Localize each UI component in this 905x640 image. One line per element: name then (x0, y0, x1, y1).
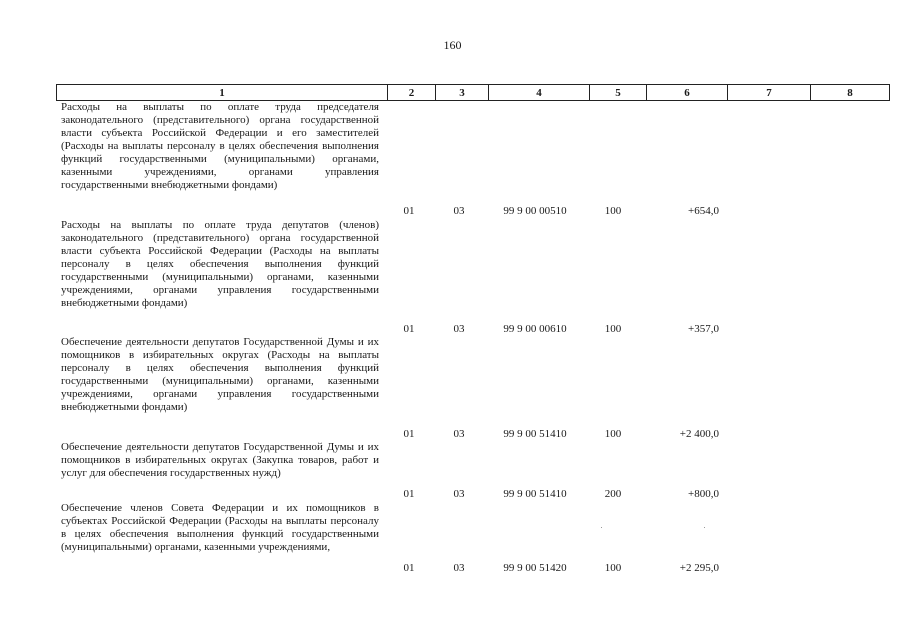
subsection-code: 03 (453, 562, 465, 574)
section-code: 01 (403, 488, 415, 500)
target-article-code: 99 9 00 51410 (503, 488, 567, 500)
scan-speck (704, 527, 705, 528)
expense-type-code: 100 (604, 205, 622, 217)
amount: +800,0 (688, 488, 719, 500)
subsection-code: 03 (453, 323, 465, 335)
column-header-1: 1 (57, 85, 388, 101)
expense-type-code: 100 (604, 323, 622, 335)
column-header-2: 2 (388, 85, 436, 101)
column-header-3: 3 (436, 85, 489, 101)
subsection-code: 03 (453, 428, 465, 440)
expense-type-code: 100 (604, 428, 622, 440)
row-description: Обеспечение деятельности депутатов Государственной Думы и их помощников в избирательных округах (Расходы на выплаты персоналу в целях обеспечения выполнения функций государственными (муниципальными) органами, казенными учреждениями, органами управления государственными внебюджетными фондами) (61, 336, 379, 413)
target-article-code: 99 9 00 00510 (503, 205, 567, 217)
page-number: 160 (443, 38, 462, 52)
section-code: 01 (403, 205, 415, 217)
expense-type-code: 100 (604, 562, 622, 574)
amount: +357,0 (688, 323, 719, 335)
subsection-code: 03 (453, 488, 465, 500)
target-article-code: 99 9 00 51410 (503, 428, 567, 440)
column-header-5: 5 (590, 85, 647, 101)
row-description: Расходы на выплаты по оплате труда депутатов (членов) законодательного (представительного) органа государственной власти субъекта Российской Федерации (Расходы на выплаты персоналу в целях обеспечения выполнения функций государственными (муниципальными) органами, казенными учреждениями, органами управления государственными внебюджетными фондами) (61, 219, 379, 309)
section-code: 01 (403, 323, 415, 335)
column-header-4: 4 (489, 85, 590, 101)
table-header (56, 84, 890, 101)
column-header-7: 7 (728, 85, 811, 101)
row-description: Расходы на выплаты по оплате труда председателя законодательного (представительного) органа государственной власти субъекта Российской Федерации и его заместителей (Расходы на выплаты персоналу в целях обеспечения выполнения функций государственными (муниципальными) органами, казенными учреждениями, органами управления государственными внебюджетными фондами) (61, 101, 379, 191)
section-code: 01 (403, 562, 415, 574)
target-article-code: 99 9 00 00610 (503, 323, 567, 335)
column-header-6: 6 (647, 85, 728, 101)
row-description: Обеспечение членов Совета Федерации и их помощников в субъектах Российской Федерации (Расходы на выплаты персоналу в целях обеспечения выполнения функций государственными (муниципальными) органами, казенными учреждениями, (61, 502, 379, 553)
column-header-8: 8 (811, 85, 890, 101)
target-article-code: 99 9 00 51420 (503, 562, 567, 574)
amount: +654,0 (688, 205, 719, 217)
section-code: 01 (403, 428, 415, 440)
amount: +2 400,0 (679, 428, 719, 440)
expense-type-code: 200 (604, 488, 622, 500)
amount: +2 295,0 (679, 562, 719, 574)
scan-speck (601, 527, 602, 528)
subsection-code: 03 (453, 205, 465, 217)
row-description: Обеспечение деятельности депутатов Государственной Думы и их помощников в избирательных округах (Закупка товаров, работ и услуг для обеспечения государственных нужд) (61, 441, 379, 479)
